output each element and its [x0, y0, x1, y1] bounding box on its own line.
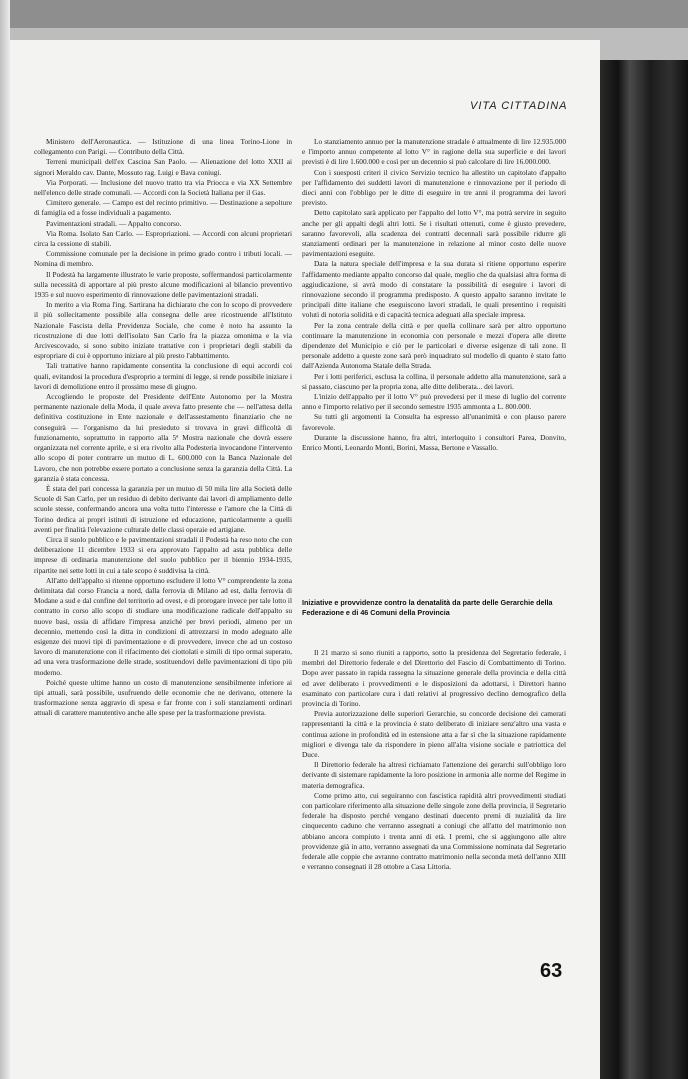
paragraph: Il 21 marzo si sono riuniti a rapporto, sotto la presidenza del Segretario federale, i membri del Direttorio federale e del Direttorio del Fascio di Combattimento di Torino. Dopo aver passato in rapida rassegna la situazione generale della provincia e della città ed aver deliberato i provvedimenti e le disposizioni da adottarsi, i Direttori hanno esaminato con particolare cura i dati relativi al progressivo declino demografico della provincia di Torino. [302, 648, 566, 709]
scan-shadow [0, 0, 688, 28]
paragraph: Come primo atto, cui seguiranno con fascistica rapidità altri provvedimenti studiati con particolare riferimento alla situazione delle singole zone della provincia, il Segretario federale ha disposto perché vengano destinati duecento premi di nuzialità da lire cinquecento caduno che verranno assegnati a coniugi che all'atto del matrimonio non abbiano ancora compiuto i trenta anni di età. I premi, che si aggiungono alle altre provvidenze già in atto, verranno assegnati da una Commissione nominata dal Segretario federale alle coppie che avranno contratto matrimonio nella seconda metà dell'anno XIII e verranno consegnati il 28 ottobre a Casa Littoria. [302, 790, 566, 872]
paragraph: Il Direttorio federale ha altresì richiamato l'attenzione dei gerarchi sull'obbligo loro derivante di sistemare rapidamente la loro posizione in armonia alle norme del Regime in materia demografica. [302, 760, 566, 790]
paragraph: All'atto dell'appalto si ritenne opportuno escludere il lotto V° comprendente la zona delimitata dal corso Francia a nord, dalla ferrovia di Milano ad est, dalla ferrovia di Modane a sud e dal confine del territorio ad ovest, e di prorogare invece per tale lotto il contratto in corso allo scopo di studiare una modificazione radicale dell'appalto su nuove basi, ossia di affidare l'impresa anziché per brevi periodi, almeno per un decennio, mettendo così la ditta in condizioni di attrezzarsi in modo adeguato alle esigenze dei nuovi tipi di pavimentazione e di provvedere, invece che ad un costoso lavoro di manutenzione con il rifacimento dei ciottolati e simili di tipo ormai superato, ad una vera trasformazione delle strade, sostituendovi delle pavimentazioni di tipo più moderno. [34, 575, 292, 677]
right-column [302, 137, 566, 453]
paragraph: Via Roma. Isolato San Carlo. — Espropriazioni. — Accordi con alcuni proprietari circa la cessione di stabili. [34, 228, 292, 249]
paragraph: Circa il suolo pubblico e le pavimentazioni stradali il Podestà ha reso noto che con deliberazione 11 dicembre 1933 si era approvato l'appalto ad asta pubblica delle imprese di ordinaria manutenzione del suolo pubblico per il biennio 1934-1935, ripartite nei sette lotti in cui a tale scopo è suddivisa la città. [34, 534, 292, 575]
paragraph: Via Porporati. — Inclusione del nuovo tratto tra via Priocca e via XX Settembre nell'elenco delle strade comunali. — Accordi con la Società Italiana per il Gas. [34, 177, 292, 198]
binding-spine [600, 60, 688, 1079]
paragraph: Commissione comunale per la decisione in primo grado contro i tributi locali. — Nomina di membro. [34, 249, 292, 269]
paragraph: L'inizio dell'appalto per il lotto V° può prevedersi per il mese di luglio del corrente anno e l'importo relativo per il secondo semestre 1935 ammonta a L. 800.000. [302, 392, 566, 412]
paragraph: In merito a via Roma l'ing. Sartirana ha dichiarato che con lo scopo di provvedere il più sollecitamente possibile alla consegna delle aree ricostruende all'Istituto Nazionale Fascista della Previdenza Sociale, che come è noto ha assunto la ricostruzione di due lotti dell'isolato San Carlo fra la piazza omonima e la via Arcivescovado, si sono subito iniziate trattative con i proprietari degli stabili da espropriare di cui è opportuno iniziare al più presto l'abbattimento. [34, 300, 292, 361]
paragraph: Tali trattative hanno rapidamente consentita la conclusione di equi accordi coi quali, evitandosi la procedura d'esproprio a termini di legge, si rende possibile iniziare i lavori di demolizione entro il prossimo mese di giugno. [34, 361, 292, 391]
paragraph: Pavimentazioni stradali. — Appalto concorso. [46, 218, 182, 228]
paragraph: Ministero dell'Aeronautica. — Istituzione di una linea Torino-Lione in collegamento con Parigi. — Contributo della Città. [34, 137, 292, 157]
paragraph: Data la natura speciale dell'impresa e la sua durata si ritiene opportuno esperire l'affidamento mediante appalto concorso dal quale, meglio che da qualsiasi altra forma di aggiudicazione, si avrà modo di constatare la possibilità di eseguire i lavori di rinnovazione secondo il programma predisposto. A questo appalto saranno invitate le principali ditte italiane che eseguiscono lavori stradali, le quali presentino i requisiti voluti di notoria solidità e di capacità tecnica adeguati alla speciale impresa. [302, 259, 566, 320]
paragraph: Lo stanziamento annuo per la manutenzione stradale è attualmente di lire 12.935.000 e l'importo annuo competente al lotto V° in ragione della sua superficie e dei lavori previsti è di lire 1.600.000 e così per un decennio si può calcolare di lire 16.000.000. [302, 137, 566, 167]
paragraph: Con i suesposti criteri il civico Servizio tecnico ha allestito un capitolato d'appalto per l'affidamento dei suddetti lavori di manutenzione e rinnovazione per il periodo di dieci anni con l'obbligo per le ditte di eseguire in tre anni il programma dei lavori previsto. [302, 167, 566, 208]
section-header: VITA CITTADINA [470, 100, 568, 112]
paragraph: Il Podestà ha largamente illustrato le varie proposte, soffermandosi particolarmente sulla necessità di apportare al più presto alcune modificazioni al bilancio preventivo 1935 e sul nuovo esperimento di rinnovazione delle pavimentazioni stradali. [34, 269, 292, 300]
page-number: 63 [540, 960, 563, 982]
paragraph: Accogliendo le proposte del Presidente dell'Ente Autonomo per la Mostra permanente nazionale della Moda, il quale aveva fatto presente che — nell'attesa della definitiva costituzione in Ente nazionale e dell'assestamento finanziario che ne conseguirà — l'organismo da lui presieduto si trovava in gravi difficoltà di funzionamento, soprattutto in rapporto alla 5ª Mostra nazionale che dovrà essere organizzata nel corrente aprile, e si era rivolto alla Podesteria invocandone l'intervento allo scopo di poter contrarre un mutuo di L. 600.000 con la Banca Nazionale del Lavoro, che non potrebbe essere portato a conclusione senza la garanzia della Città. La garanzia è stata concessa. [34, 392, 292, 483]
page-left-edge [0, 0, 10, 1079]
paragraph: Cimitero generale. — Campo est del recinto primitivo. — Destinazione a sepolture di famiglia ed a fosse individuali a pagamento. [34, 198, 292, 218]
paragraph: Per la zona centrale della città e per quella collinare sarà per altro opportuno continuare la manutenzione in economia con personale e mezzi d'opera alle dirette dipendenze del Municipio e ciò per le particolari e diverse esigenze di tali zone. Il personale addetto a queste zone sarà però inquadrato sul modello di quanto è stato fatto dall'Azienda Autonoma Statale della Strada. [302, 320, 566, 371]
paragraph: Terreni municipali dell'ex Cascina San Paolo. — Alienazione del lotto XXII ai signori Meraldo cav. Dante, Mossuto rag. Luigi e Bava coniugi. [34, 157, 292, 177]
paragraph: Durante la discussione hanno, fra altri, interloquito i consultori Parea, Donvito, Enrico Monti, Leonardo Monti, Borini, Massa, Bertone e Vassallo. [302, 432, 566, 453]
article-title: Iniziative e provvidenze contro la denatalità da parte delle Gerarchie della Federazione e di 46 Comuni della Provincia [302, 598, 553, 617]
left-column [34, 137, 292, 719]
paragraph: Previa autorizzazione delle superiori Gerarchie, su concorde decisione dei camerati rappresentanti la città e la provincia è stato deliberato di iniziare senz'altro una vasta e continua azione in profondità ed in estensione atta a far sì che la situazione rapidamente migliori e divenga tale da rispondere in pieno all'alta visione sociale e patriottica del Duce. [302, 709, 566, 760]
paragraph: Poiché queste ultime hanno un costo di manutenzione sensibilmente inferiore ai tipi attuali, sarà possibile, usufruendo delle economie che ne derivano, ottenere la trasformazione senza aggravio di spesa e far fronte con i soli stanziamenti ordinari attuali di carattere manutentivo anche alle spese per la trasformazione prevista. [34, 677, 292, 718]
article-body [302, 648, 566, 872]
paragraph: Su tutti gli argomenti la Consulta ha espresso all'unanimità e con plauso parere favorevole. [302, 412, 566, 432]
paragraph: È stata del pari concessa la garanzia per un mutuo di 50 mila lire alla Società delle Scuole di San Carlo, per un residuo di debito derivante dai lavori di ampliamento delle scuole stesse, confermando ancora una volta tutto l'interesse e l'amore che la Città di Torino dedica ai propri istituti di istruzione ed educazione, particolarmente a quelli aventi per finalità l'elevazione culturale delle classi operaie ed artigiane. [34, 483, 292, 534]
paragraph: Per i lotti periferici, esclusa la collina, il personale addetto alla manutenzione, sarà a si passato, ciascuno per la propria zona, alle ditte deliberata... dei lavori. [302, 371, 566, 391]
paragraph: Detto capitolato sarà applicato per l'appalto del lotto V°, ma potrà servire in seguito anche per gli appalti degli altri lotti. Se i risultati ottenuti, come è giusto prevedere, saranno favorevoli, alla scadenza dei contratti decennali sarà possibile ridurre gli stanziamenti ordinari per la manutenzione in relazione al minor costo delle nuove pavimentazioni eseguite. [302, 208, 566, 259]
